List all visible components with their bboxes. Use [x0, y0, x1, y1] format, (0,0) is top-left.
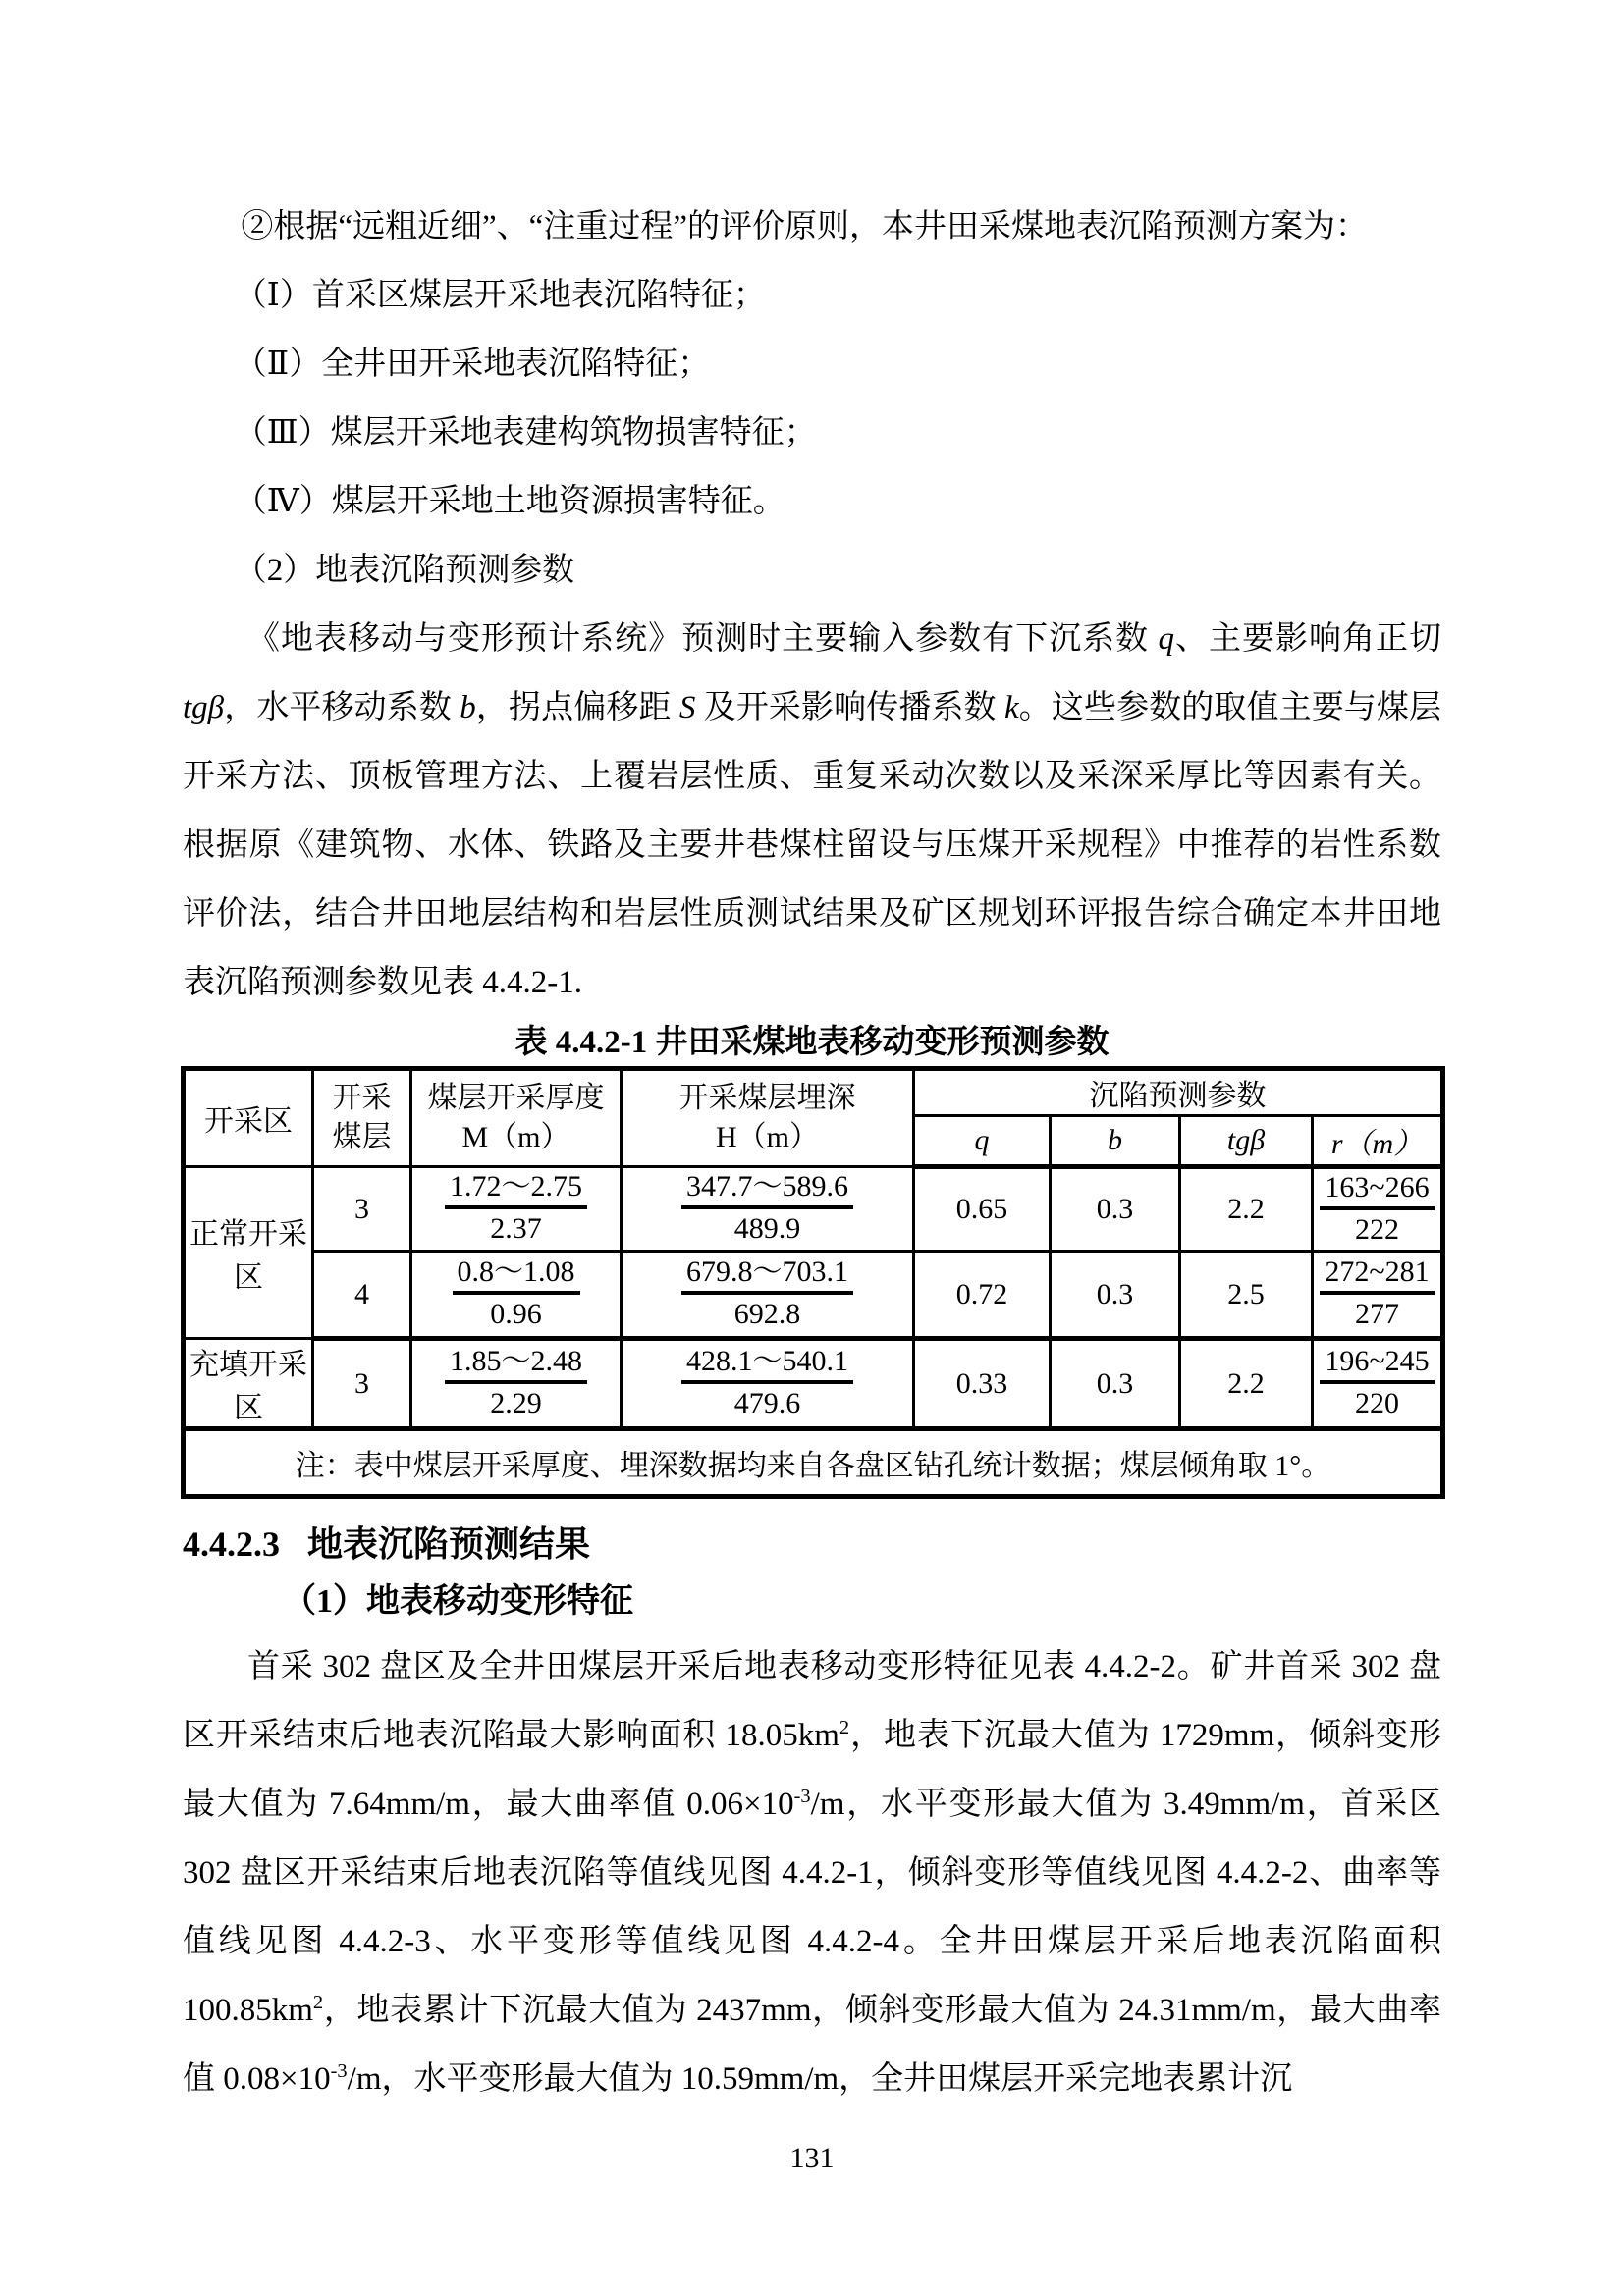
paragraph-evaluation-principle: ②根据“远粗近细”、“注重过程”的评价原则，本井田采煤地表沉陷预测方案为：	[241, 209, 1368, 244]
header-coal-seam	[313, 1069, 411, 1167]
cell-tgb-0: 2.2	[1180, 1167, 1313, 1252]
results-text-2: ，地表下沉最大值为 1729mm，倾斜变形最大值为 7.64mm/m，最大曲率值 0.06×10	[183, 1718, 1441, 1822]
results-text-1: 首采 302 盘区及全井田煤层开采后地表移动变形特征见表 4.4.2-2。矿井首采 302 盘区开采结束后地表沉陷最大影响面积 18.05km	[183, 1649, 1441, 1753]
table-row-normal-seam3	[184, 1167, 1443, 1252]
header-q: q	[914, 1116, 1051, 1167]
r-range-0: 163~266	[1320, 1170, 1434, 1210]
table-row-normal-seam4	[184, 1252, 1443, 1339]
cell-depth-2	[622, 1339, 914, 1429]
table-caption: 表 4.4.2-1 井田采煤地表移动变形预测参数	[514, 1025, 1110, 1060]
intro-text-2: 、主要影响角正切	[1173, 621, 1442, 657]
table-note: 注：表中煤层开采厚度、埋深数据均来自各盘区钻孔统计数据；煤层倾角取 1°。	[184, 1429, 1443, 1497]
depth-avg-2: 479.6	[733, 1387, 801, 1419]
cell-r-2	[1313, 1339, 1443, 1429]
thickness-avg-0: 2.37	[490, 1212, 542, 1245]
r-range-2: 196~245	[1320, 1344, 1434, 1384]
header-depth-line1: 开采煤层埋深	[678, 1082, 856, 1114]
r-avg-1: 277	[1355, 1298, 1399, 1330]
header-mining-thickness	[411, 1069, 622, 1167]
header-depth-line2: H（m）	[716, 1121, 819, 1153]
variable-s: S	[678, 690, 696, 725]
intro-text-3: ，水平移动系数	[224, 690, 460, 725]
intro-text-4: ，拐点偏移距	[475, 690, 679, 725]
cell-seam-1: 4	[313, 1252, 411, 1339]
results-text-5: /m，水平变形最大值为 10.59mm/m，全井田煤层开采完地表累计沉	[347, 2061, 1293, 2097]
header-b: b	[1051, 1116, 1180, 1167]
intro-text-1: 《地表移动与变形预计系统》预测时主要输入参数有下沉系数	[247, 621, 1159, 657]
cell-area-normal: 正常开采区	[184, 1167, 313, 1339]
cell-depth-1	[622, 1252, 914, 1339]
variable-q: q	[1158, 621, 1174, 657]
thickness-range-1: 0.8～1.08	[453, 1255, 580, 1295]
header-subsidence-parameters-group: 沉陷预测参数	[914, 1069, 1443, 1116]
r-avg-0: 222	[1355, 1212, 1399, 1246]
header-thickness-line1: 煤层开采厚度	[427, 1082, 605, 1114]
header-coal-seam-line1: 开采	[332, 1082, 392, 1114]
header-r: r（m）	[1313, 1116, 1443, 1167]
page-number: 131	[789, 2142, 835, 2174]
list-item-2: （Ⅱ）全井田开采地表沉陷特征；	[234, 347, 711, 382]
results-text-4: ，地表累计下沉最大值为 2437mm，倾斜变形最大值为 24.31mm/m，最大曲率值 0.08×10	[183, 1993, 1441, 2097]
cell-seam-2: 3	[313, 1339, 411, 1429]
cell-depth-0	[622, 1167, 914, 1252]
thickness-avg-2: 2.29	[490, 1387, 542, 1419]
cell-b-2: 0.3	[1051, 1339, 1180, 1429]
cell-r-0	[1313, 1167, 1443, 1252]
list-item-4: （Ⅳ）煤层开采地土地资源损害特征。	[234, 484, 785, 519]
thickness-range-2: 1.85～2.48	[445, 1344, 587, 1384]
cell-area-backfill: 充填开采区	[184, 1339, 313, 1429]
header-tgb: tgβ	[1180, 1116, 1313, 1167]
cell-tgb-2: 2.2	[1180, 1339, 1313, 1429]
table-note-row	[184, 1429, 1443, 1497]
list-item-1: （Ⅰ）首采区煤层开采地表沉陷特征；	[234, 278, 766, 313]
section-number: 4.4.2.3	[183, 1524, 280, 1564]
variable-b: b	[460, 690, 476, 725]
cell-b-0: 0.3	[1051, 1167, 1180, 1252]
cell-seam-0: 3	[313, 1167, 411, 1252]
header-coal-seam-line2: 煤层	[332, 1121, 392, 1153]
results-text-3: /m，水平变形最大值为 3.49mm/m，首采区 302 盘区开采结束后地表沉陷等值线见图 4.4.2-1，倾斜变形等值线见图 4.4.2-2、曲率等值线见图 4.4.2-3、水平变形等值线见图 4.4.2-4。全井田煤层开采后地表沉陷面积 100.85km	[183, 1787, 1441, 2028]
cell-tgb-1: 2.5	[1180, 1252, 1313, 1339]
intro-text-6: 。这些参数的取值主要与煤层开采方法、顶板管理方法、上覆岩层性质、重复采动次数以及采深采厚比等因素有关。根据原《建筑物、水体、铁路及主要井巷煤柱留设与压煤开采规程》中推荐的岩性系数评价法，结合井田地层结构和岩层性质测试结果及矿区规划环评报告综合确定本井田地表沉陷预测参数见表 4.4.2-1.	[183, 690, 1442, 1000]
thickness-range-0: 1.72～2.75	[445, 1169, 587, 1209]
depth-avg-0: 489.9	[733, 1212, 801, 1245]
prediction-parameters-table	[181, 1066, 1445, 1499]
cell-q-2: 0.33	[914, 1339, 1051, 1429]
cell-q-0: 0.65	[914, 1167, 1051, 1252]
section-heading	[183, 1517, 1441, 1572]
r-range-1: 272~281	[1320, 1255, 1434, 1295]
depth-range-1: 679.8～703.1	[681, 1255, 853, 1295]
depth-range-0: 347.7～589.6	[681, 1169, 853, 1209]
cell-thickness-2	[411, 1339, 622, 1429]
section-title: 地表沉陷预测结果	[307, 1524, 591, 1564]
cell-r-1	[1313, 1252, 1443, 1339]
header-seam-depth	[622, 1069, 914, 1167]
paragraph-parameters-intro	[183, 605, 1441, 1017]
thickness-avg-1: 0.96	[490, 1298, 542, 1330]
cell-thickness-1	[411, 1252, 622, 1339]
cell-b-1: 0.3	[1051, 1252, 1180, 1339]
header-thickness-line2: M（m）	[461, 1121, 570, 1153]
table-row-backfill-seam3	[184, 1339, 1443, 1429]
header-mining-area: 开采区	[184, 1069, 313, 1167]
sub-heading-2: （2）地表沉陷预测参数	[234, 553, 575, 588]
depth-avg-1: 692.8	[733, 1298, 801, 1330]
r-avg-2: 220	[1355, 1387, 1399, 1419]
paragraph-prediction-results	[183, 1632, 1441, 2113]
depth-range-2: 428.1～540.1	[681, 1344, 853, 1384]
superscript-km2-a: 2	[839, 1717, 850, 1738]
cell-q-1: 0.72	[914, 1252, 1051, 1339]
cell-thickness-0	[411, 1167, 622, 1252]
variable-tgb: tgβ	[183, 690, 225, 725]
list-item-3: （Ⅲ）煤层开采地表建构筑物损害特征；	[234, 415, 817, 451]
superscript-exp-a: -3	[793, 1786, 811, 1807]
superscript-exp-b: -3	[330, 2060, 348, 2082]
subsection-heading: （1）地表移动变形特征	[283, 1583, 633, 1620]
variable-k: k	[1004, 690, 1019, 725]
superscript-km2-b: 2	[312, 1992, 324, 2013]
intro-text-5: 及开采影响传播系数	[695, 690, 1005, 725]
